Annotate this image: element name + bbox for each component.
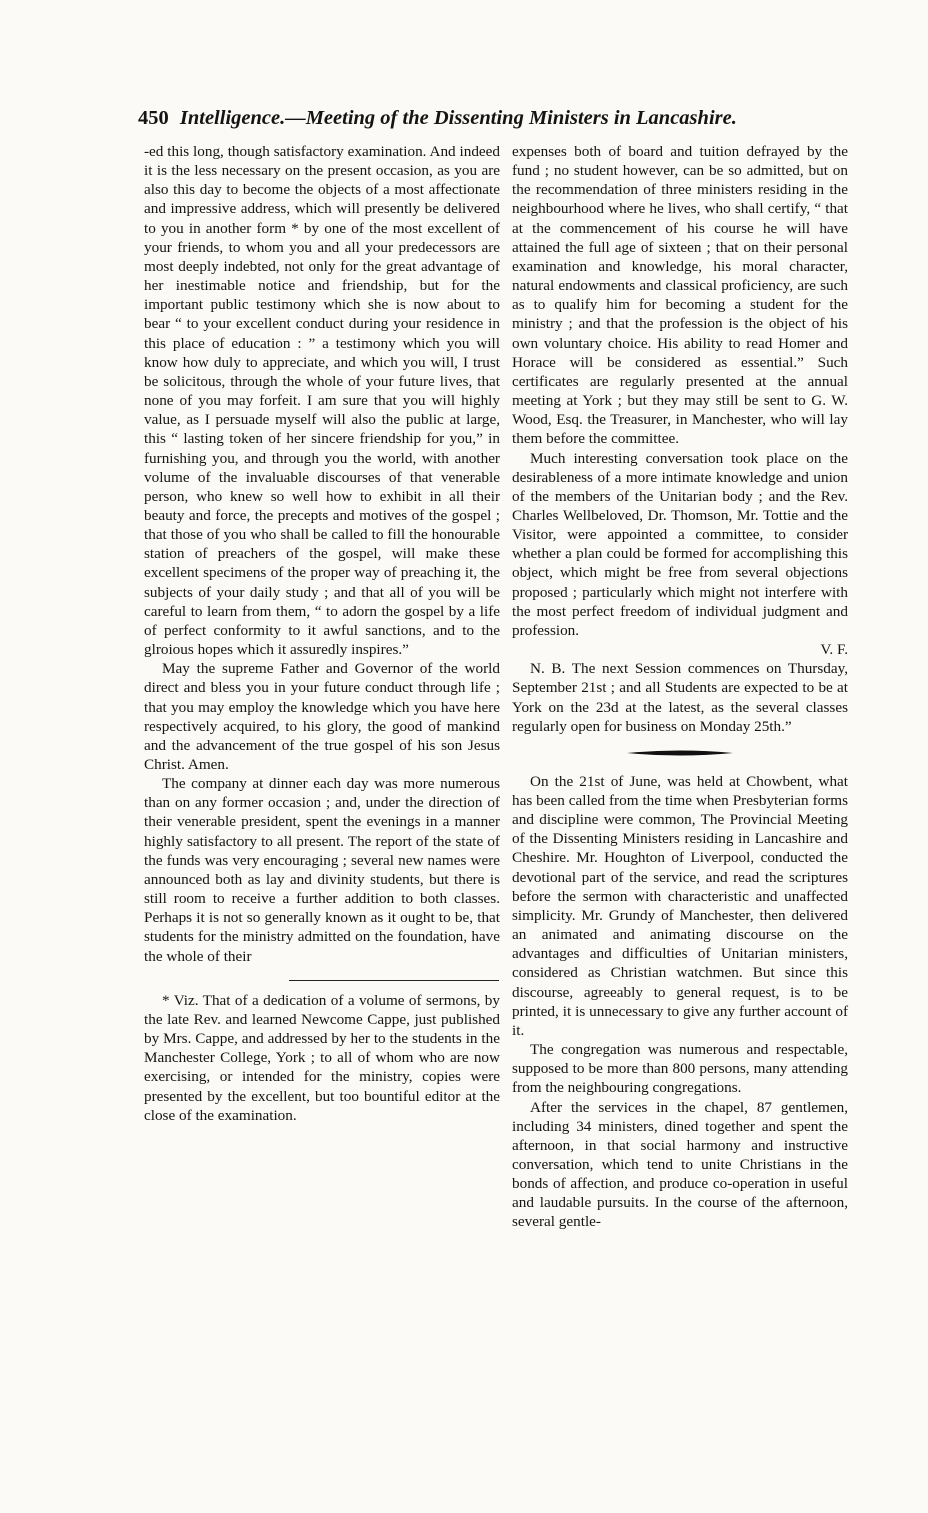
right-paragraph-2: Much interesting conversation took place on the desirableness of a more intimate knowledge and union of the members of the Unitarian body ; and the Rev. Charles Wellbeloved, Dr. Thomson, Mr. Tottie and the Visitor, were appointed a committee, to consider whether a plan could be formed for accomplishing this object, which might be free from several objections proposed ; particularly which might not interfere with the most perfect freedom of individual judgment and profession. <box>512 449 848 639</box>
right-paragraph-5: After the services in the chapel, 87 gentlemen, including 34 ministers, dined together and spent the afternoon, in that social harmony and instructive conversation, which tend to unite Christians in the bonds of affection, and produce co-operation in useful and laudable pursuits. In the course of the afternoon, several gentle- <box>512 1098 848 1231</box>
left-paragraph-2: May the supreme Father and Governor of the world direct and bless you in your future conduct through life ; that you may employ the knowledge which you have here respectively acquired, to his glory, the good of mankind and the advancement of the true gospel of his son Jesus Christ. Amen. <box>144 660 500 773</box>
right-paragraph-3: On the 21st of June, was held at Chowbent, what has been called from the time when Presbyterian forms and discipline were common, The Provincial Meeting of the Dissenting Ministers residing in Lancashire and Cheshire. Mr. Houghton of Liverpool, conducted the devotional part of the service, and read the scriptures before the sermon with characteristic and unaffected simplicity. Mr. Grundy of Manchester, then delivered an animated and animating discourse on the advantages and difficulties of Unitarian ministers, considered as Christian watchmen. But since this discourse, agreeably to general request, is to be printed, it is unnecessary to give any further account of it. <box>512 772 848 1039</box>
left-paragraph-1: -ed this long, though satisfactory examination. And indeed it is the less necessary on the present occasion, as you are also this day to become the objects of a most affectionate and impressive address, which will presently be delivered to you in another form * by one of the most excellent of your friends, to whom you and all your predecessors are most deeply indebted, not only for the great advantage of her inestimable notice and friendship, but for the important public testimony which she is now about to bear “ to your excellent conduct during your residence in this place of education : ” a testimony which you will know how duly to appreciate, and which you will, I trust be solicitous, through the whole of your future lives, that none of you may forfeit. I am sure that you will highly value, as I persuade myself will also the public at large, this “ lasting token of her sincere friendship for you,” in furnishing you, and through you the world, with another volume of the invaluable discourses of that venerable person, who knew so well how to exhibit in all their beauty and force, the precepts and motives of the gospel ; that those of you who shall be called to fill the honourable station of preachers of the gospel, will make these excellent specimens of the proper way of preaching it, the subjects of your daily study ; and that all of you will be careful to learn from them, “ to adorn the gospel by a life of perfect conformity to it awful sanctions, and to the glroious hopes which it assuredly inspires.” <box>144 143 500 659</box>
running-title: Intelligence.—Meeting of the Dissenting Ministers in Lancashire. <box>179 107 737 129</box>
nb-paragraph: N. B. The next Session commences on Thursday, September 21st ; and all Students are expected to be at York on the 23d at the latest, as the several classes regularly open for business on Monday 25th.” <box>512 660 848 735</box>
left-paragraph-3: The company at dinner each day was more numerous than on any former occasion ; and, under the direction of their venerable president, spent the evenings in a manner highly satisfactory to all present. The report of the state of the funds was very encouraging ; several new names were announced both as lay and divinity students, but there is still room to receive a further addition to both classes. Perhaps it is not so generally known as it ought to be, that students for the ministry admitted on the foundation, have the whole of their <box>144 775 500 965</box>
page-number: 450 <box>138 107 169 129</box>
section-divider-ornament <box>625 748 735 758</box>
footnote-rule <box>289 980 499 981</box>
running-header <box>138 104 808 132</box>
right-column <box>512 142 848 1232</box>
right-paragraph-4: The congregation was numerous and respectable, supposed to be more than 800 persons, many attending from the neighbouring congregations. <box>512 1041 848 1097</box>
right-paragraph-1: expenses both of board and tuition defrayed by the fund ; no student however, can be so admitted, but on the recommendation of three ministers residing in the neighbourhood where he lives, who shall certify, “ that at the commencement of his course he will have attained the full age of sixteen ; that on their personal examination and knowledge, his moral character, natural endowments and classical proficiency, are such as to qualify him for becoming a student for the ministry ; and that the profession is the object of his own voluntary choice. His ability to read Homer and Horace will be considered as essential.” Such certificates are regularly presented at the annual meeting at York ; but they may still be sent to G. W. Wood, Esq. the Treasurer, in Manchester, who will lay them before the committee. <box>512 143 848 448</box>
signature: V. F. <box>820 641 848 659</box>
footnote: * Viz. That of a dedication of a volume of sermons, by the late Rev. and learned Newcome Cappe, just published by Mrs. Cappe, and addressed by her to the students in the Manchester College, York ; to all of whom who are now exercising, or intended for the ministry, copies were presented by the excellent, but too bountiful editor at the close of the examination. <box>144 991 500 1124</box>
left-column <box>144 142 500 1125</box>
